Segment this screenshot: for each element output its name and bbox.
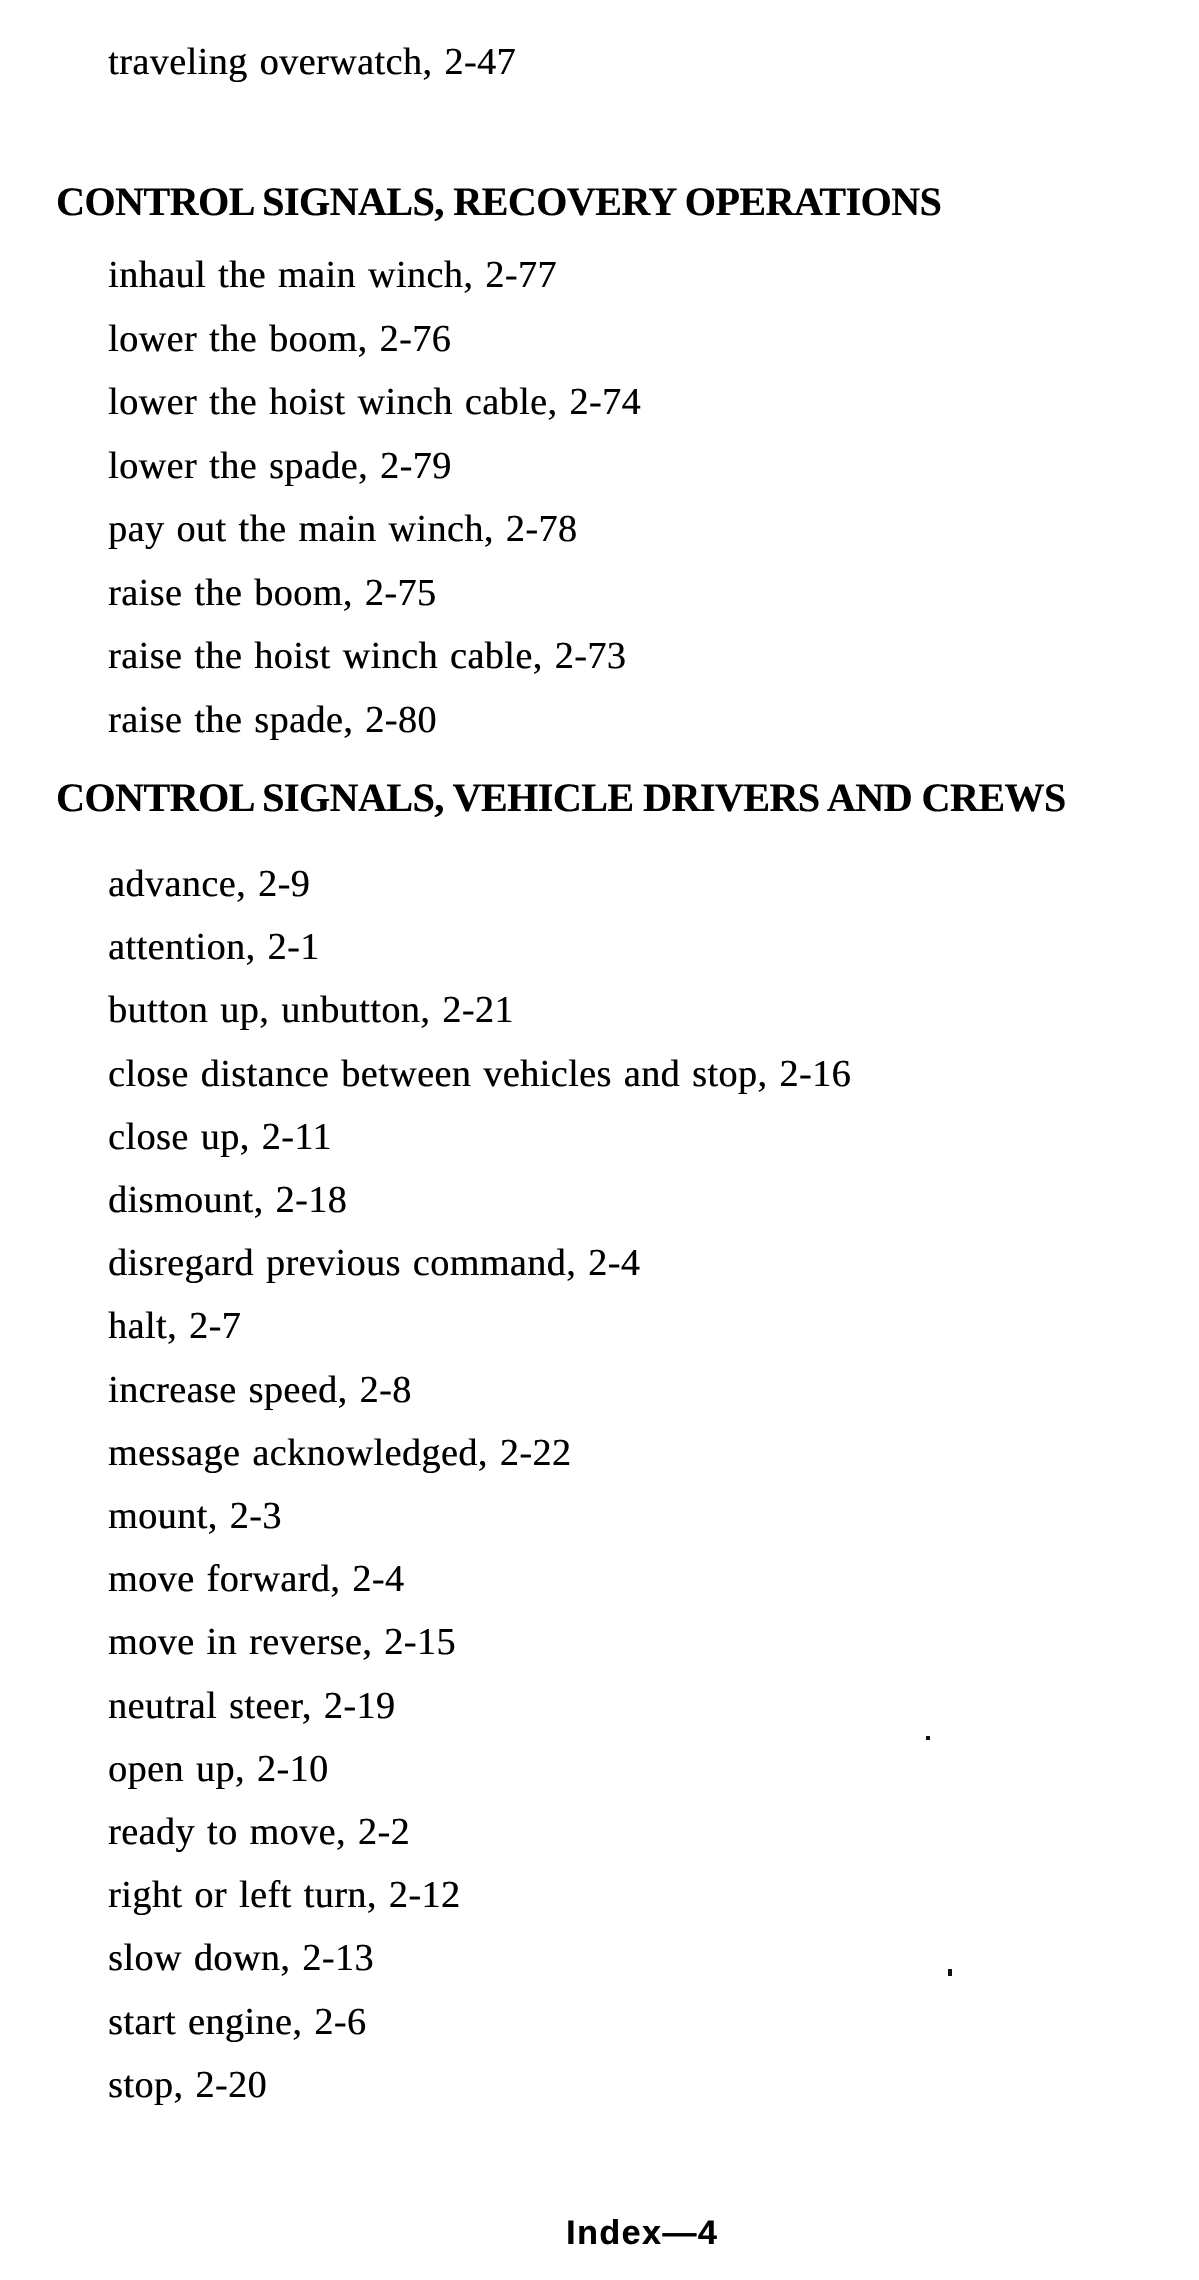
index-entry: disregard previous command, 2-4	[108, 1242, 641, 1285]
page-number-footer: Index—4	[566, 2214, 719, 2252]
index-entry: attention, 2-1	[108, 926, 320, 969]
index-entry-traveling-overwatch: traveling overwatch, 2-47	[108, 41, 516, 83]
index-entry: advance, 2-9	[108, 863, 311, 905]
index-entry: dismount, 2-18	[108, 1179, 348, 1222]
index-entry: right or left turn, 2-12	[108, 1874, 461, 1917]
index-entry-list-recovery-operations	[108, 244, 641, 752]
index-entry: close up, 2-11	[108, 1115, 332, 1158]
index-entry: raise the spade, 2-80	[108, 698, 437, 741]
index-entry: halt, 2-7	[108, 1305, 242, 1348]
index-entry: neutral steer, 2-19	[108, 1684, 396, 1727]
index-entry: message acknowledged, 2-22	[108, 1431, 572, 1474]
index-entry: increase speed, 2-8	[108, 1368, 412, 1411]
index-entry: button up, unbutton, 2-21	[108, 989, 514, 1032]
index-entry: open up, 2-10	[108, 1747, 329, 1790]
index-entry: mount, 2-3	[108, 1495, 282, 1538]
index-entry: lower the hoist winch cable, 2-74	[108, 381, 642, 423]
index-entry: raise the boom, 2-75	[108, 571, 437, 614]
index-entry: move forward, 2-4	[108, 1558, 405, 1601]
index-entry-list-vehicle-drivers-and-crews	[108, 853, 851, 2117]
index-entry: ready to move, 2-2	[108, 1811, 411, 1854]
scan-artifact-speck	[926, 1736, 930, 1740]
section-heading-vehicle-drivers-and-crews: CONTROL SIGNALS, VEHICLE DRIVERS AND CREWS	[56, 775, 1066, 820]
index-entry: inhaul the main winch, 2-77	[108, 254, 557, 296]
index-entry: close distance between vehicles and stop, 2-16	[108, 1052, 852, 1095]
index-entry: move in reverse, 2-15	[108, 1621, 456, 1664]
index-entry: lower the boom, 2-76	[108, 317, 452, 360]
scan-artifact-speck	[948, 1969, 952, 1976]
index-entry: slow down, 2-13	[108, 1937, 374, 1980]
section-heading-recovery-operations: CONTROL SIGNALS, RECOVERY OPERATIONS	[56, 179, 942, 224]
index-entry: raise the hoist winch cable, 2-73	[108, 635, 627, 677]
index-entry: pay out the main winch, 2-78	[108, 508, 578, 550]
index-entry: stop, 2-20	[108, 2063, 267, 2106]
index-entry: start engine, 2-6	[108, 2000, 367, 2043]
index-entry: lower the spade, 2-79	[108, 444, 452, 487]
